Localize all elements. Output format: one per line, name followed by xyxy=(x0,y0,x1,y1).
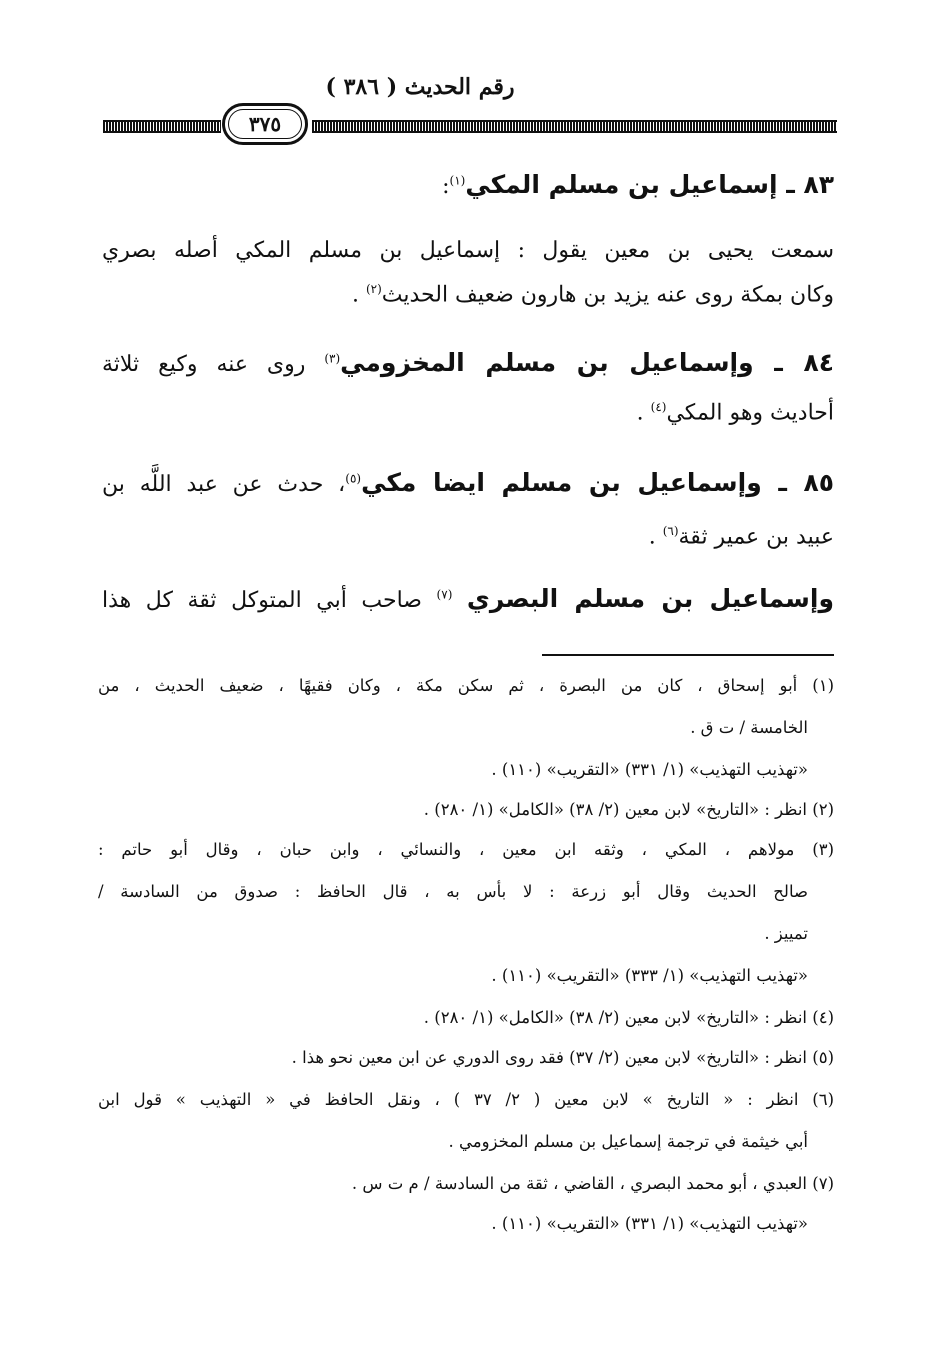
entry-84-line-2 xyxy=(102,400,834,425)
entry-83-heading: ٨٣ ـ إسماعيل بن مسلم المكي xyxy=(465,170,834,199)
footnote-3-line-3: تمييز . xyxy=(764,924,808,943)
footnote-ref-4: (٤) xyxy=(650,400,667,414)
entry-84-heading-line xyxy=(102,348,834,377)
footnote-2: (٢) انظر : «التاريخ» لابن معين (٢/ ٣٨) «الكامل» (١/ ٢٨٠) . xyxy=(423,800,834,819)
entry-83-line-3 xyxy=(102,282,834,307)
entry-83-line-3-text: وكان بمكة روى عنه يزيد بن هارون ضعيف الحديث xyxy=(381,282,834,308)
page-number-badge: ٣٧٥ xyxy=(222,103,308,145)
footnote-6-line-2: أبي خيثمة في ترجمة إسماعيل بن مسلم المخزومي . xyxy=(448,1132,808,1151)
footnote-3-line-2: صالح الحديث وقال أبو زرعة : لا بأس به ، قال الحافظ : صدوق من السادسة / xyxy=(98,882,808,901)
entry-86-text: صاحب أبي المتوكل ثقة كل هذا xyxy=(102,588,422,613)
hadith-number-header: رقم الحديث ( ٣٨٦ ) xyxy=(325,74,515,100)
footnote-1-line-1: (١) أبو إسحاق ، كان من البصرة ، ثم سكن مكة ، وكان فقيهًا ، ضعيف الحديث ، من xyxy=(98,676,834,695)
entry-85-text: ، حدث عن عبد اللَّه بن xyxy=(102,472,346,497)
entry-85-line-2-stop: . xyxy=(648,524,656,550)
footnote-ref-1: (١) xyxy=(449,173,466,188)
footnote-1-line-2: الخامسة / ت ق . xyxy=(690,718,808,737)
entry-83-heading-line xyxy=(102,170,834,199)
entry-83-line-2: سمعت يحيى بن معين يقول : إسماعيل بن مسلم المكي أصله بصري xyxy=(102,238,834,263)
entry-85-line-2-text: عبيد بن عمير ثقة xyxy=(678,524,834,550)
entry-84-text: روى عنه وكيع ثلاثة xyxy=(102,352,306,377)
entry-86-heading: وإسماعيل بن مسلم البصري xyxy=(466,584,834,613)
entry-84-heading: ٨٤ ـ وإسماعيل بن مسلم المخزومي xyxy=(340,348,834,377)
footnote-3-source: «تهذيب التهذيب» (١/ ٣٣٣) «التقريب» (١١٠) . xyxy=(491,966,808,985)
footnote-ref-2: (٢) xyxy=(365,282,382,296)
footnote-5: (٥) انظر : «التاريخ» لابن معين (٢/ ٣٧) فقد روى الدوري عن ابن معين نحو هذا . xyxy=(291,1048,834,1067)
footnote-ref-3: (٣) xyxy=(324,351,341,366)
entry-84-line-2-stop: . xyxy=(636,400,644,426)
entry-84-line-2-text: أحاديث وهو المكي xyxy=(666,400,834,426)
footnote-separator xyxy=(542,654,834,656)
entry-83-colon: : xyxy=(442,174,450,199)
footnote-1-source: «تهذيب التهذيب» (١/ ٣٣١) «التقريب» (١١٠) . xyxy=(491,760,808,779)
footnote-ref-6: (٦) xyxy=(662,524,679,538)
entry-85-line-2 xyxy=(102,524,834,549)
header-rule-right xyxy=(312,120,837,133)
footnote-ref-7: (٧) xyxy=(436,587,453,602)
footnote-7-source: «تهذيب التهذيب» (١/ ٣٣١) «التقريب» (١١٠) . xyxy=(491,1214,808,1233)
footnote-3-line-1: (٣) مولاهم ، المكي ، وثقه ابن معين ، والنسائي ، وابن حبان ، وقال أبو حاتم : xyxy=(98,840,834,859)
entry-85-heading: ٨٥ ـ وإسماعيل بن مسلم ايضا مكي xyxy=(361,468,834,497)
entry-85-heading-line xyxy=(102,468,834,497)
footnote-7: (٧) العبدي ، أبو محمد البصري ، القاضي ، ثقة من السادسة / م ت س . xyxy=(351,1174,834,1193)
header-rule-left xyxy=(103,120,221,133)
footnote-4: (٤) انظر : «التاريخ» لابن معين (٢/ ٣٨) «الكامل» (١/ ٢٨٠) . xyxy=(423,1008,834,1027)
footnote-6-line-1: (٦) انظر : « التاريخ » لابن معين ( ٢/ ٣٧ ) ، ونقل الحافظ في « التهذيب » قول ابن xyxy=(98,1090,835,1109)
entry-83-line-3-stop: . xyxy=(351,282,359,308)
footnote-ref-5: (٥) xyxy=(345,471,362,486)
entry-86-heading-line xyxy=(102,584,834,613)
